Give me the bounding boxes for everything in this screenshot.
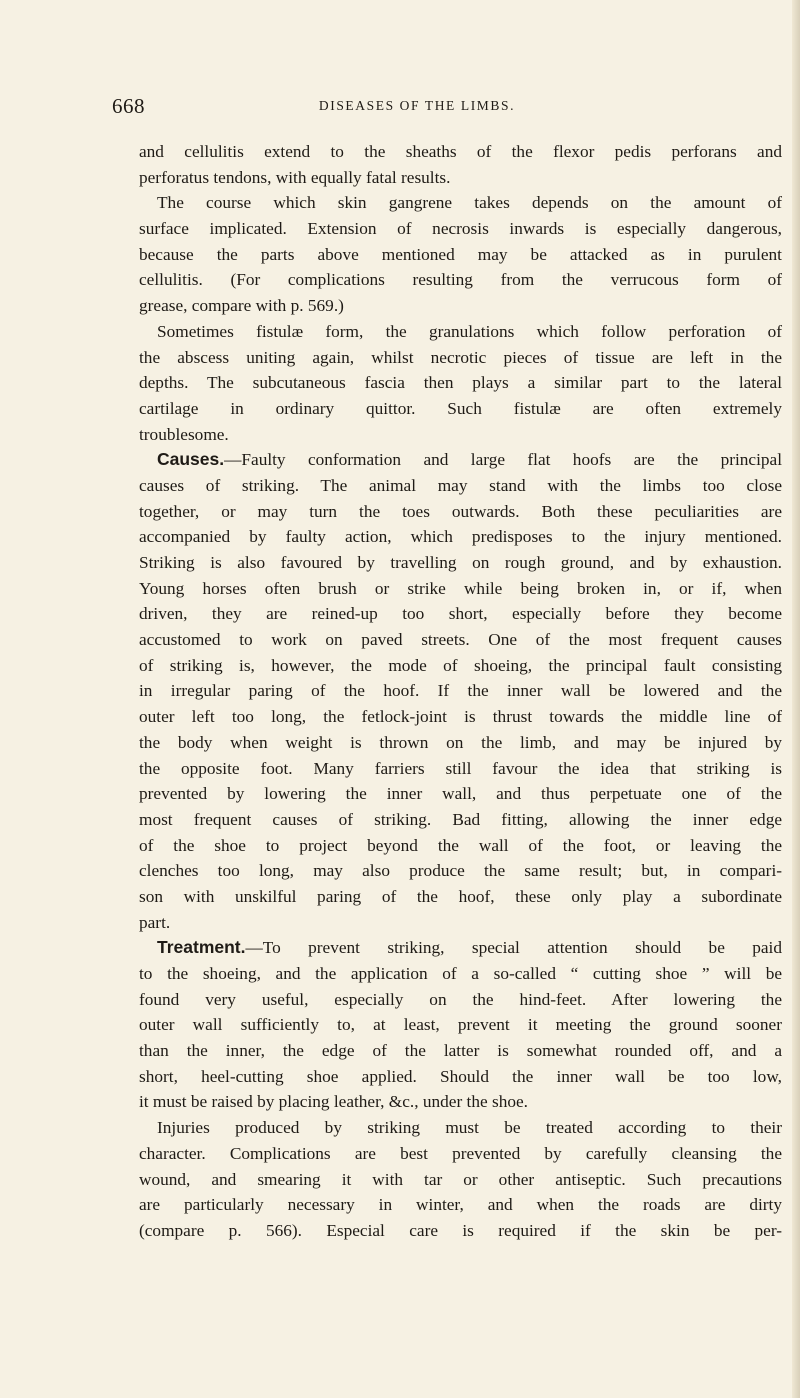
line-text: son with unskilful paring of the hoof, these only play a subordinate [139,886,782,906]
text-line [139,447,782,473]
line-text: Sometimes fistulæ form, the granulations which follow perforation of [157,321,782,341]
line-text: outer left too long, the fetlock-joint is thrust towards the middle line of [139,707,782,727]
line-text: the body when weight is thrown on the limb, and may be injured by [139,732,782,752]
running-title: DISEASES OF THE LIMBS. [318,98,516,113]
line-text: it must be raised by placing leather, &c., under the shoe. [139,1092,528,1112]
text-line [139,1064,782,1090]
line-text: cartilage in ordinary quittor. Such fistulæ are often extremely [139,398,782,418]
text-line [139,627,782,653]
text-line [139,781,782,807]
text-line [139,935,782,961]
text-line [139,1141,782,1167]
text-line [139,653,782,679]
line-text: troublesome. [139,424,229,444]
text-line [139,422,782,448]
line-text: and cellulitis extend to the sheaths of the flexor pedis perforans and [139,142,782,161]
line-text: than the inner, the edge of the latter is somewhat rounded off, and a [139,1041,782,1061]
line-text: clenches too long, may also produce the same result; but, in compari- [139,861,782,881]
text-line [139,473,782,499]
text-line [139,987,782,1013]
line-text: together, or may turn the toes outwards. Both these peculiarities are [139,501,782,521]
line-text: accustomed to work on paved streets. One of the most frequent causes [139,630,782,650]
text-line [139,499,782,525]
line-text: (compare p. 566). Especial care is required if the skin be per- [139,1220,782,1240]
line-text: because the parts above mentioned may be attacked as in purulent [139,244,782,264]
line-text: perforatus tendons, with equally fatal results. [139,167,451,187]
line-text: —Faulty conformation and large flat hoofs are the principal [224,450,782,470]
text-line [139,370,782,396]
text-line [139,396,782,422]
text-line [139,1115,782,1141]
text-line [139,345,782,371]
line-text: accompanied by faulty action, which predisposes to the injury mentioned. [139,527,782,547]
line-text: of striking is, however, the mode of shoeing, the principal fault consisting [139,655,782,675]
section-heading: Causes. [157,449,225,470]
text-line [139,730,782,756]
line-text: wound, and smearing it with tar or other antiseptic. Such precautions [139,1169,782,1189]
text-line [139,678,782,704]
text-line [139,807,782,833]
text-line [139,833,782,859]
text-line [139,601,782,627]
text-line [139,961,782,987]
line-text: to the shoeing, and the application of a so-called “ cutting shoe ” will be [139,964,782,983]
line-text: found very useful, especially on the hind-feet. After lowering the [139,989,782,1009]
line-text: driven, they are reined-up too short, especially before they become [139,604,782,624]
text-line [139,139,782,165]
text-line [139,576,782,602]
text-line [139,293,782,319]
text-line [139,884,782,910]
text-line [139,550,782,576]
line-text: causes of striking. The animal may stand with the limbs too close [139,475,782,495]
page-edge [792,0,800,1398]
text-line [139,165,782,191]
text-line [139,1089,782,1115]
line-text: depths. The subcutaneous fascia then plays a similar part to the lateral [139,373,782,393]
line-text: prevented by lowering the inner wall, and thus perpetuate one of the [139,784,782,804]
line-text: of the shoe to project beyond the wall of the foot, or leaving the [139,835,782,855]
line-text: in irregular paring of the hoof. If the inner wall be lowered and the [139,681,782,701]
line-text: most frequent causes of striking. Bad fitting, allowing the inner edge [139,809,782,829]
text-line [139,216,782,242]
body-text [139,139,782,1244]
section-heading: Treatment. [157,937,246,958]
line-text: Injuries produced by striking must be treated according to their [157,1118,782,1138]
line-text: surface implicated. Extension of necrosis inwards is especially dangerous, [139,219,782,239]
line-text: The course which skin gangrene takes depends on the amount of [157,193,782,213]
line-text: part. [139,912,171,932]
line-text: the abscess uniting again, whilst necrotic pieces of tissue are left in the [139,347,782,367]
text-line [139,704,782,730]
text-line [139,1192,782,1218]
text-line [139,242,782,268]
line-text: Young horses often brush or strike while being broken in, or if, when [139,578,782,598]
text-line [139,858,782,884]
text-line [139,319,782,345]
text-line [139,1167,782,1193]
line-text: cellulitis. (For complications resulting from the verrucous form of [139,270,782,290]
text-line [139,756,782,782]
line-text: Striking is also favoured by travelling on rough ground, and by exhaustion. [139,553,782,572]
line-text: —To prevent striking, special attention should be paid [245,938,782,958]
text-line [139,1218,782,1244]
line-text: the opposite foot. Many farriers still favour the idea that striking is [139,758,782,778]
text-line [139,524,782,550]
text-line [139,1012,782,1038]
line-text: short, heel-cutting shoe applied. Should the inner wall be too low, [139,1066,782,1086]
line-text: are particularly necessary in winter, and when the roads are dirty [139,1195,782,1215]
page-number: 668 [112,94,145,118]
line-text: grease, compare with p. 569.) [139,296,344,316]
text-line [139,267,782,293]
text-line [139,910,782,936]
text-line [139,1038,782,1064]
text-line [139,190,782,216]
line-text: outer wall sufficiently to, at least, prevent it meeting the ground sooner [139,1015,782,1035]
line-text: character. Complications are best prevented by carefully cleansing the [139,1143,782,1163]
page-header [112,94,778,124]
